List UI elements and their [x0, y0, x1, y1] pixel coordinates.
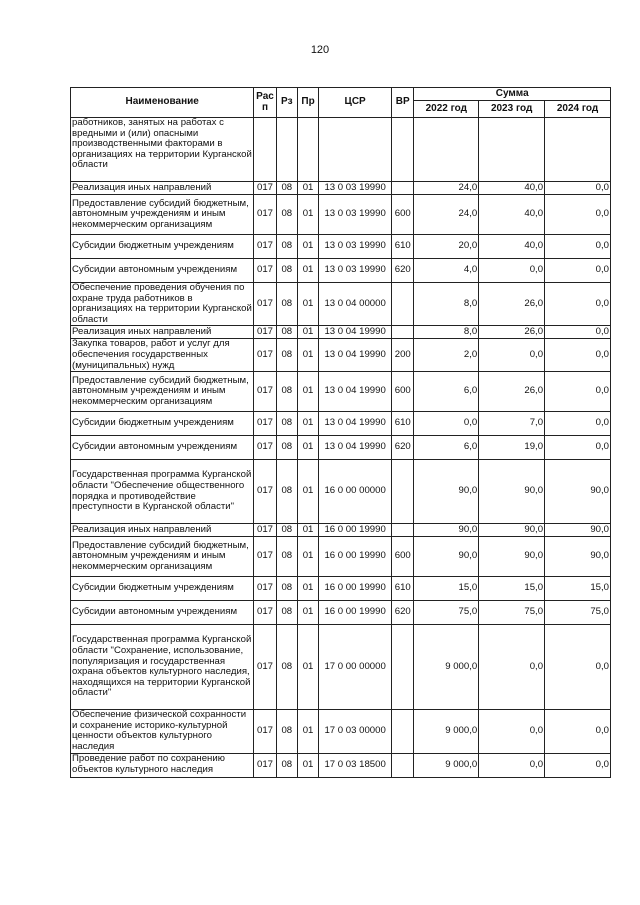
cell-y2022: 6,0 [414, 372, 479, 412]
cell-y2023: 90,0 [479, 524, 545, 537]
cell-rasp: 017 [254, 283, 276, 326]
cell-rz: 08 [276, 235, 297, 259]
cell-y2023: 7,0 [479, 412, 545, 436]
cell-vr: 600 [392, 195, 414, 235]
cell-y2024: 90,0 [545, 524, 611, 537]
cell-y2024 [545, 118, 611, 182]
cell-y2022: 90,0 [414, 537, 479, 577]
cell-y2024: 0,0 [545, 283, 611, 326]
header-2024: 2024 год [545, 101, 611, 118]
table-row [71, 372, 611, 412]
cell-csr: 13 0 03 19990 [319, 235, 392, 259]
cell-rasp: 017 [254, 235, 276, 259]
cell-csr: 17 0 00 00000 [319, 625, 392, 710]
cell-csr: 13 0 04 19990 [319, 436, 392, 460]
cell-rasp: 017 [254, 577, 276, 601]
header-rz: Рз [276, 88, 297, 118]
cell-vr [392, 625, 414, 710]
cell-y2023: 26,0 [479, 283, 545, 326]
cell-csr: 13 0 04 19990 [319, 412, 392, 436]
cell-rz: 08 [276, 601, 297, 625]
table-row [71, 235, 611, 259]
cell-y2024: 15,0 [545, 577, 611, 601]
cell-vr: 620 [392, 436, 414, 460]
cell-rasp: 017 [254, 753, 276, 777]
cell-rasp: 017 [254, 195, 276, 235]
cell-pr: 01 [297, 182, 318, 195]
cell-csr: 13 0 03 19990 [319, 259, 392, 283]
cell-name: Реализация иных направлений [71, 524, 254, 537]
cell-rasp: 017 [254, 710, 276, 753]
table-row [71, 412, 611, 436]
cell-vr: 620 [392, 259, 414, 283]
cell-name: работников, занятых на работах с вредными и (или) опасными производственными факторами в организациях на территории Курганской области [71, 118, 254, 182]
cell-pr: 01 [297, 412, 318, 436]
table-row [71, 339, 611, 372]
cell-vr [392, 283, 414, 326]
cell-y2023: 90,0 [479, 460, 545, 524]
cell-rz: 08 [276, 259, 297, 283]
cell-y2023: 40,0 [479, 195, 545, 235]
cell-y2022: 8,0 [414, 283, 479, 326]
cell-y2023: 40,0 [479, 235, 545, 259]
cell-y2024: 0,0 [545, 753, 611, 777]
cell-y2022: 9 000,0 [414, 753, 479, 777]
cell-csr: 13 0 04 19990 [319, 339, 392, 372]
cell-y2024: 75,0 [545, 601, 611, 625]
cell-y2023 [479, 118, 545, 182]
cell-name: Субсидии бюджетным учреждениям [71, 235, 254, 259]
cell-y2022: 8,0 [414, 326, 479, 339]
cell-name: Обеспечение проведения обучения по охране труда работников в организациях на территории Курганской области [71, 283, 254, 326]
cell-name: Предоставление субсидий бюджетным, автономным учреждениям и иным некоммерческим организациям [71, 195, 254, 235]
cell-rasp: 017 [254, 326, 276, 339]
cell-rasp [254, 118, 276, 182]
cell-pr: 01 [297, 372, 318, 412]
cell-rasp: 017 [254, 339, 276, 372]
cell-pr: 01 [297, 339, 318, 372]
cell-y2023: 0,0 [479, 625, 545, 710]
cell-y2024: 0,0 [545, 625, 611, 710]
table-row [71, 182, 611, 195]
cell-y2022: 15,0 [414, 577, 479, 601]
cell-pr: 01 [297, 601, 318, 625]
cell-rasp: 017 [254, 537, 276, 577]
cell-rasp: 017 [254, 460, 276, 524]
cell-rz: 08 [276, 436, 297, 460]
cell-y2022: 4,0 [414, 259, 479, 283]
cell-y2023: 0,0 [479, 753, 545, 777]
cell-csr [319, 118, 392, 182]
cell-y2022: 90,0 [414, 524, 479, 537]
cell-csr: 13 0 04 00000 [319, 283, 392, 326]
cell-name: Предоставление субсидий бюджетным, автономным учреждениям и иным некоммерческим организациям [71, 537, 254, 577]
cell-y2023: 90,0 [479, 537, 545, 577]
cell-csr: 13 0 03 19990 [319, 195, 392, 235]
cell-rz: 08 [276, 524, 297, 537]
table-row [71, 524, 611, 537]
cell-csr: 16 0 00 19990 [319, 577, 392, 601]
page-number: 120 [310, 44, 330, 56]
cell-pr: 01 [297, 259, 318, 283]
cell-rasp: 017 [254, 625, 276, 710]
cell-rz: 08 [276, 283, 297, 326]
table-row [71, 753, 611, 777]
cell-vr [392, 460, 414, 524]
cell-csr: 17 0 03 00000 [319, 710, 392, 753]
cell-y2024: 0,0 [545, 372, 611, 412]
cell-y2022: 24,0 [414, 195, 479, 235]
table-row [71, 577, 611, 601]
cell-pr: 01 [297, 326, 318, 339]
cell-y2022 [414, 118, 479, 182]
cell-rasp: 017 [254, 259, 276, 283]
cell-rz: 08 [276, 753, 297, 777]
cell-y2024: 0,0 [545, 326, 611, 339]
cell-name: Реализация иных направлений [71, 182, 254, 195]
cell-vr: 610 [392, 412, 414, 436]
cell-rz: 08 [276, 182, 297, 195]
cell-vr: 600 [392, 537, 414, 577]
cell-y2022: 9 000,0 [414, 625, 479, 710]
cell-rasp: 017 [254, 412, 276, 436]
cell-y2024: 0,0 [545, 235, 611, 259]
cell-rz: 08 [276, 460, 297, 524]
budget-table [70, 87, 611, 778]
cell-y2022: 75,0 [414, 601, 479, 625]
cell-vr [392, 524, 414, 537]
cell-y2022: 24,0 [414, 182, 479, 195]
cell-name: Государственная программа Курганской области "Сохранение, использование, популяризация и государственная охрана объектов культурного наследия, находящихся на территории Курганской области" [71, 625, 254, 710]
cell-rasp: 017 [254, 524, 276, 537]
cell-y2024: 0,0 [545, 710, 611, 753]
cell-rasp: 017 [254, 436, 276, 460]
cell-rz: 08 [276, 625, 297, 710]
cell-y2022: 20,0 [414, 235, 479, 259]
cell-csr: 16 0 00 00000 [319, 460, 392, 524]
cell-rz: 08 [276, 577, 297, 601]
cell-y2023: 15,0 [479, 577, 545, 601]
cell-csr: 13 0 04 19990 [319, 326, 392, 339]
header-2023: 2023 год [479, 101, 545, 118]
cell-rz: 08 [276, 372, 297, 412]
cell-vr [392, 182, 414, 195]
cell-y2023: 0,0 [479, 339, 545, 372]
cell-name: Обеспечение физической сохранности и сохранение историко-культурной ценности объектов культурного наследия [71, 710, 254, 753]
cell-rz: 08 [276, 537, 297, 577]
table-row [71, 601, 611, 625]
cell-csr: 17 0 03 18500 [319, 753, 392, 777]
cell-vr: 610 [392, 577, 414, 601]
cell-csr: 16 0 00 19990 [319, 537, 392, 577]
cell-pr: 01 [297, 235, 318, 259]
cell-rz: 08 [276, 339, 297, 372]
cell-name: Субсидии автономным учреждениям [71, 601, 254, 625]
header-pr: Пр [297, 88, 318, 118]
cell-y2023: 40,0 [479, 182, 545, 195]
cell-y2023: 0,0 [479, 259, 545, 283]
cell-name: Субсидии бюджетным учреждениям [71, 577, 254, 601]
cell-y2024: 0,0 [545, 412, 611, 436]
cell-vr: 620 [392, 601, 414, 625]
cell-vr [392, 710, 414, 753]
cell-y2022: 2,0 [414, 339, 479, 372]
cell-y2024: 0,0 [545, 339, 611, 372]
cell-csr: 16 0 00 19990 [319, 601, 392, 625]
cell-y2024: 0,0 [545, 182, 611, 195]
cell-y2022: 6,0 [414, 436, 479, 460]
cell-pr: 01 [297, 524, 318, 537]
table-row [71, 625, 611, 710]
cell-name: Субсидии автономным учреждениям [71, 436, 254, 460]
header-2022: 2022 год [414, 101, 479, 118]
cell-pr [297, 118, 318, 182]
cell-rz: 08 [276, 195, 297, 235]
cell-csr: 13 0 04 19990 [319, 372, 392, 412]
cell-y2024: 0,0 [545, 436, 611, 460]
header-rasp: Рас п [254, 88, 276, 118]
table-row [71, 460, 611, 524]
cell-name: Реализация иных направлений [71, 326, 254, 339]
cell-pr: 01 [297, 436, 318, 460]
table-row [71, 283, 611, 326]
cell-vr: 600 [392, 372, 414, 412]
cell-rasp: 017 [254, 372, 276, 412]
cell-y2023: 75,0 [479, 601, 545, 625]
table-row [71, 436, 611, 460]
cell-y2024: 90,0 [545, 460, 611, 524]
cell-name: Субсидии бюджетным учреждениям [71, 412, 254, 436]
table-row [71, 710, 611, 753]
cell-rasp: 017 [254, 182, 276, 195]
cell-rasp: 017 [254, 601, 276, 625]
cell-y2023: 26,0 [479, 372, 545, 412]
cell-pr: 01 [297, 460, 318, 524]
cell-vr: 610 [392, 235, 414, 259]
header-name: Наименование [71, 88, 254, 118]
cell-vr [392, 326, 414, 339]
cell-vr [392, 753, 414, 777]
cell-rz [276, 118, 297, 182]
cell-y2023: 0,0 [479, 710, 545, 753]
cell-name: Предоставление субсидий бюджетным, автономным учреждениям и иным некоммерческим организациям [71, 372, 254, 412]
cell-pr: 01 [297, 283, 318, 326]
table-row [71, 326, 611, 339]
cell-rz: 08 [276, 710, 297, 753]
cell-y2024: 0,0 [545, 259, 611, 283]
cell-vr: 200 [392, 339, 414, 372]
cell-y2024: 90,0 [545, 537, 611, 577]
cell-pr: 01 [297, 710, 318, 753]
header-sum: Сумма [414, 88, 611, 101]
cell-name: Государственная программа Курганской области "Обеспечение общественного порядка и противодействие преступности в Курганской области" [71, 460, 254, 524]
header-vr: ВР [392, 88, 414, 118]
table-row [71, 118, 611, 182]
cell-y2022: 0,0 [414, 412, 479, 436]
cell-name: Закупка товаров, работ и услуг для обеспечения государственных (муниципальных) нужд [71, 339, 254, 372]
cell-pr: 01 [297, 195, 318, 235]
cell-y2024: 0,0 [545, 195, 611, 235]
cell-csr: 16 0 00 19990 [319, 524, 392, 537]
cell-csr: 13 0 03 19990 [319, 182, 392, 195]
cell-y2023: 19,0 [479, 436, 545, 460]
cell-rz: 08 [276, 412, 297, 436]
table-row [71, 537, 611, 577]
cell-pr: 01 [297, 625, 318, 710]
cell-rz: 08 [276, 326, 297, 339]
cell-y2022: 9 000,0 [414, 710, 479, 753]
header-csr: ЦСР [319, 88, 392, 118]
table-row [71, 195, 611, 235]
cell-y2022: 90,0 [414, 460, 479, 524]
table-row [71, 259, 611, 283]
cell-pr: 01 [297, 577, 318, 601]
cell-name: Субсидии автономным учреждениям [71, 259, 254, 283]
cell-pr: 01 [297, 753, 318, 777]
cell-name: Проведение работ по сохранению объектов культурного наследия [71, 753, 254, 777]
cell-vr [392, 118, 414, 182]
cell-y2023: 26,0 [479, 326, 545, 339]
cell-pr: 01 [297, 537, 318, 577]
